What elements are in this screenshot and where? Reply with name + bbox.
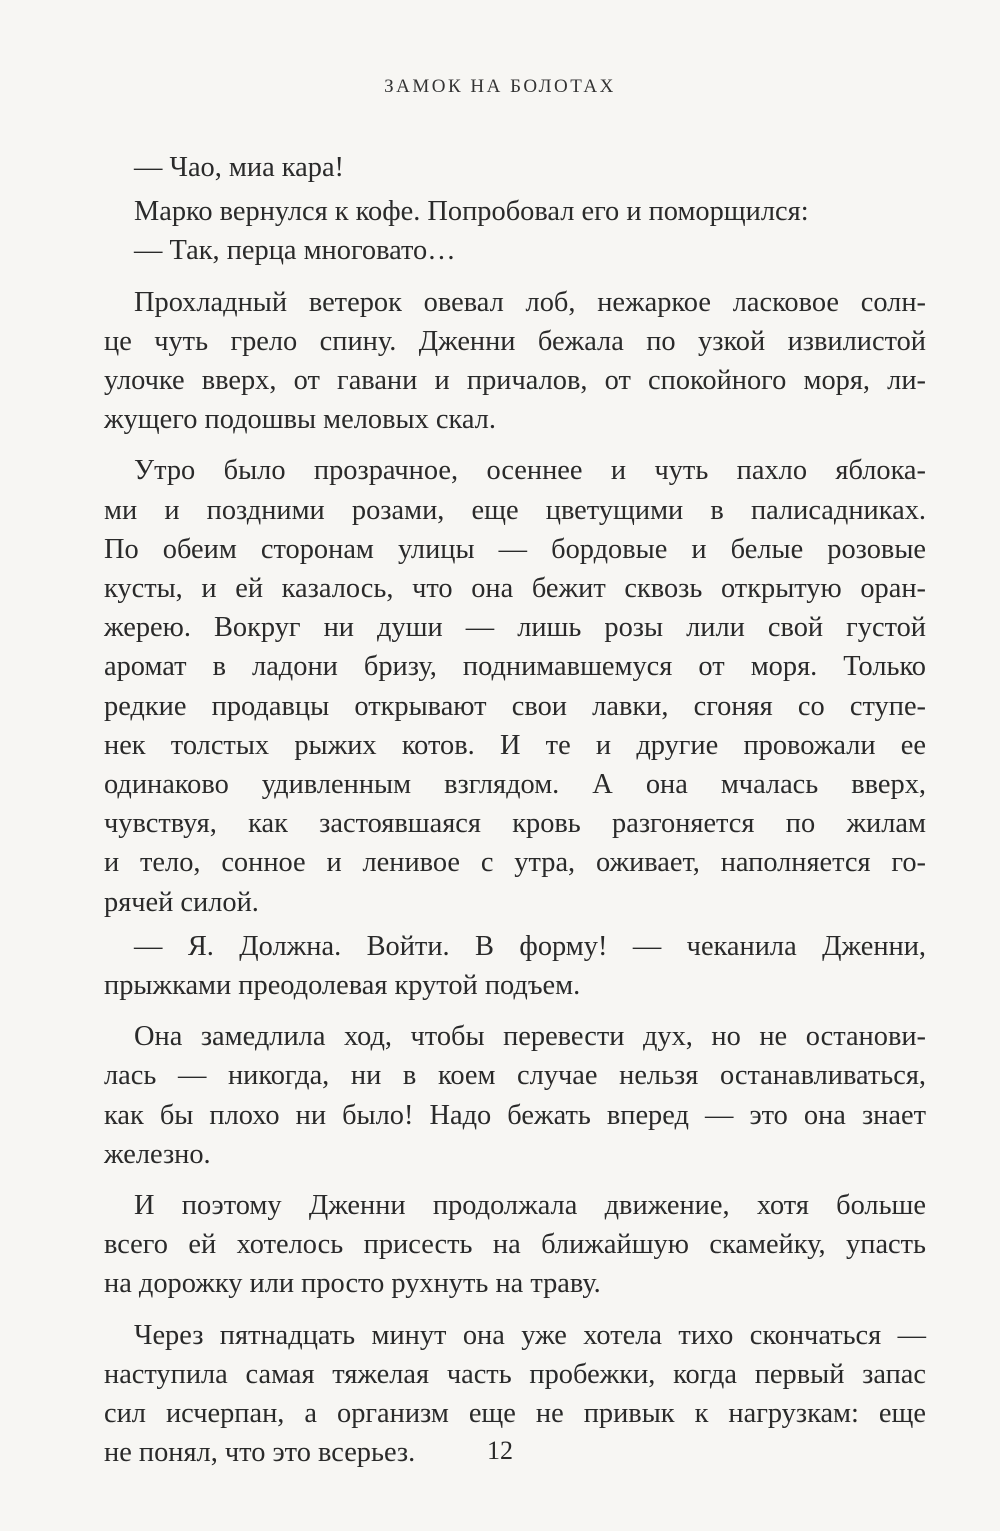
paragraph (104, 1186, 926, 1304)
text-line: не понял, что это всерьез. (104, 1437, 416, 1469)
text-line: це чуть грело спину. Дженни бежала по узкой извилистой (104, 325, 926, 357)
text-line: наступила самая тяжелая часть пробежки, когда первый запас (104, 1358, 926, 1390)
text-line: Прохладный ветерок овевал лоб, нежаркое ласковое солн- (134, 286, 926, 318)
text-line: прыжками преодолевая крутой подъем. (104, 970, 581, 1002)
text-line: нек толстых рыжих котов. И те и другие провожали ее (104, 729, 926, 761)
text-line: рячей силой. (104, 886, 259, 918)
paragraph (104, 927, 926, 1005)
text-line: — Так, перца многовато… (134, 235, 456, 267)
text-line: кусты, и ей казалось, что она бежит сквозь открытую оран- (104, 573, 926, 605)
body-text (104, 148, 926, 1473)
paragraph (104, 1017, 926, 1174)
text-line: сил исчерпан, а организм еще не привык к нагрузкам: еще (104, 1398, 926, 1430)
text-line: — Чао, миа кара! (134, 152, 345, 183)
text-line: Она замедлила ход, чтобы перевести дух, но не останови- (134, 1021, 926, 1053)
text-line: на дорожку или просто рухнуть на траву. (104, 1268, 601, 1300)
running-title: ЗАМОК НА БОЛОТАХ (384, 76, 616, 97)
text-line: аромат в ладони бризу, поднимавшемуся от моря. Только (104, 651, 926, 683)
text-line: ми и поздними розами, еще цветущими в палисадниках. (104, 494, 926, 526)
text-line: И поэтому Дженни продолжала движение, хотя больше (134, 1190, 926, 1222)
text-line: жерею. Вокруг ни души — лишь розы лили свой густой (104, 612, 926, 644)
paragraph (104, 192, 926, 231)
paragraph (104, 283, 926, 440)
text-line: жущего подошвы меловых скал. (104, 404, 496, 436)
text-line: Марко вернулся к кофе. Попробовал его и поморщился: (134, 196, 809, 228)
text-line: Через пятнадцать минут она уже хотела тихо скончаться — (134, 1319, 926, 1351)
page-number: 12 (487, 1436, 513, 1465)
text-line: и тело, сонное и ленивое с утра, оживает, наполняется го- (104, 847, 926, 879)
text-line: — Я. Должна. Войти. В форму! — чеканила Дженни, (134, 930, 926, 962)
paragraph (104, 148, 926, 187)
text-line: всего ей хотелось присесть на ближайшую скамейку, упасть (104, 1229, 926, 1261)
text-line: одинаково удивленным взглядом. А она мчалась вверх, (104, 769, 926, 801)
text-line: лась — никогда, ни в коем случае нельзя останавливаться, (104, 1060, 926, 1092)
text-line: Утро было прозрачное, осеннее и чуть пахло яблока- (134, 455, 926, 487)
text-line: улочке вверх, от гавани и причалов, от спокойного моря, ли- (104, 365, 926, 397)
text-line: чувствуя, как застоявшаяся кровь разгоняется по жилам (104, 808, 926, 840)
paragraph (104, 231, 926, 270)
text-line: как бы плохо ни было! Надо бежать вперед — это она знает (104, 1099, 926, 1131)
paragraph (104, 451, 926, 921)
text-line: железно. (104, 1138, 211, 1170)
text-line: редкие продавцы открывают свои лавки, сгоняя со ступе- (104, 690, 926, 722)
text-line: По обеим сторонам улицы — бордовые и белые розовые (104, 533, 926, 565)
